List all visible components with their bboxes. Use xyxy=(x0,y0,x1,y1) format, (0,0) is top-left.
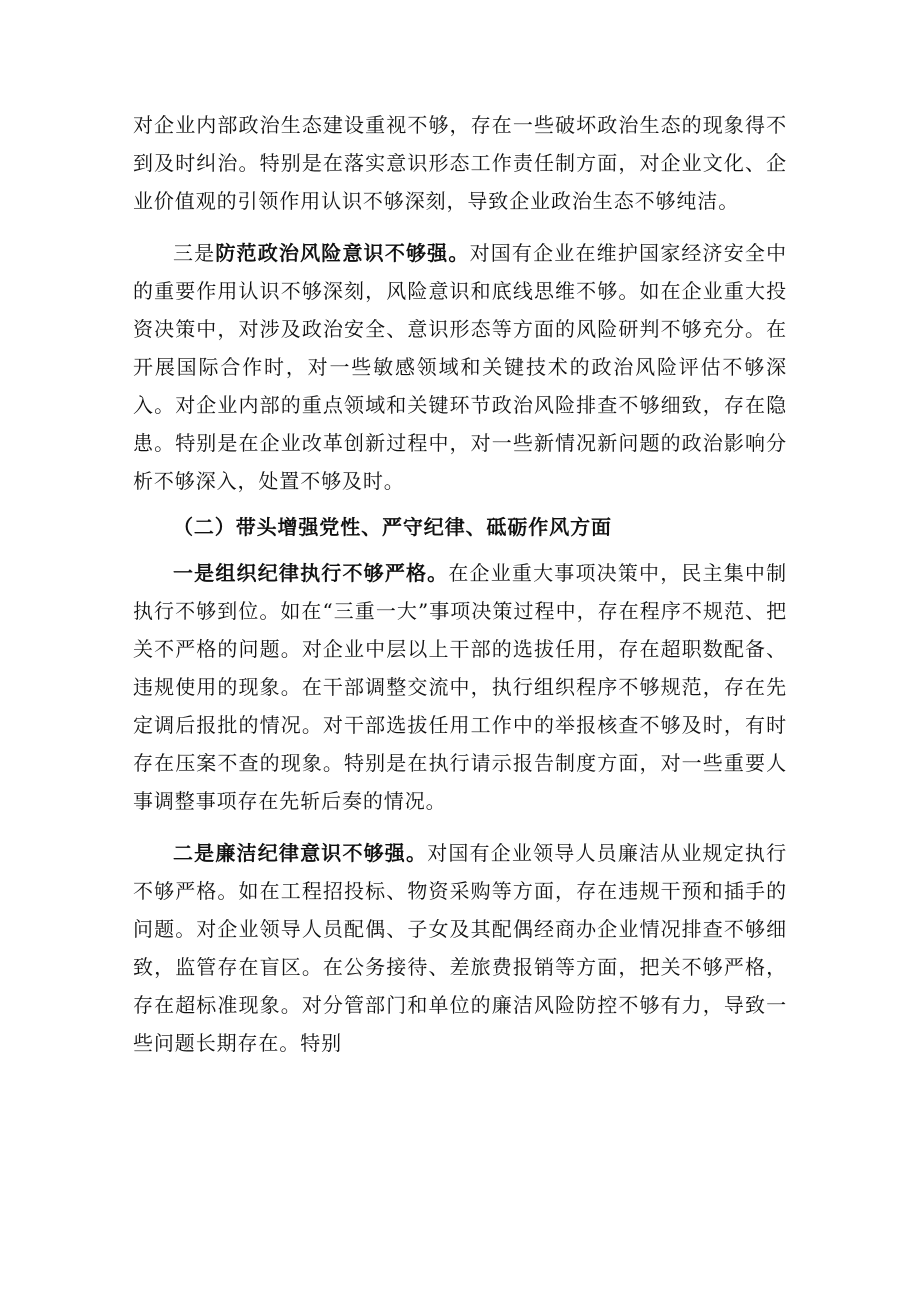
paragraph-body: 对国有企业领导人员廉洁从业规定执行不够严格。如在工程招投标、物资采购等方面，存在违规干预和插手的问题。对企业领导人员配偶、子女及其配偶经商办企业情况排查不够细致，监管存在盲区。在公务接待、差旅费报销等方面，把关不够严格，存在超标准现象。对分管部门和单位的廉洁风险防控不够有力，导致一些问题长期存在。特别 xyxy=(133,841,787,1055)
paragraph-lead-title: 一是组织纪律执行不够严格。 xyxy=(173,561,449,585)
paragraph-lead-title: 二是廉洁纪律意识不够强。 xyxy=(173,841,428,865)
paragraph-body: 对国有企业在维护国家经济安全中的重要作用认识不够深刻，风险意识和底线思维不够。如在企业重大投资决策中，对涉及政治安全、意识形态等方面的风险研判不够充分。在开展国际合作时，对一些敏感领域和关键技术的政治风险评估不够深入。对企业内部的重点领域和关键环节政治风险排查不够细致，存在隐患。特别是在企业改革创新过程中，对一些新情况新问题的政治影响分析不够深入，处置不够及时。 xyxy=(133,241,787,493)
document-page xyxy=(133,106,787,1062)
paragraph-organizational-discipline xyxy=(133,554,787,820)
paragraph-integrity-discipline xyxy=(133,834,787,1062)
paragraph-lead-title: 防范政治风险意识不够强。 xyxy=(215,241,470,265)
paragraph-political-risk xyxy=(133,234,787,500)
section-heading: （二）带头增强党性、严守纪律、砥砺作风方面 xyxy=(173,515,612,539)
paragraph-body: 在企业重大事项决策中，民主集中制执行不够到位。如在“三重一大”事项决策过程中，存在程序不规范、把关不严格的问题。对企业中层以上干部的选拔任用，存在超职数配备、违规使用的现象。在干部调整交流中，执行组织程序不够规范，存在先定调后报批的情况。对干部选拔任用工作中的举报核查不够及时，有时存在压案不查的现象。特别是在执行请示报告制度方面，对一些重要人事调整事项存在先斩后奏的情况。 xyxy=(133,561,788,813)
paragraph-lead-ordinal: 三是 xyxy=(173,241,216,265)
paragraph-political-ecology: 对企业内部政治生态建设重视不够，存在一些破坏政治生态的现象得不到及时纠治。特别是在落实意识形态工作责任制方面，对企业文化、企业价值观的引领作用认识不够深刻，导致企业政治生态不够纯洁。 xyxy=(133,113,787,213)
